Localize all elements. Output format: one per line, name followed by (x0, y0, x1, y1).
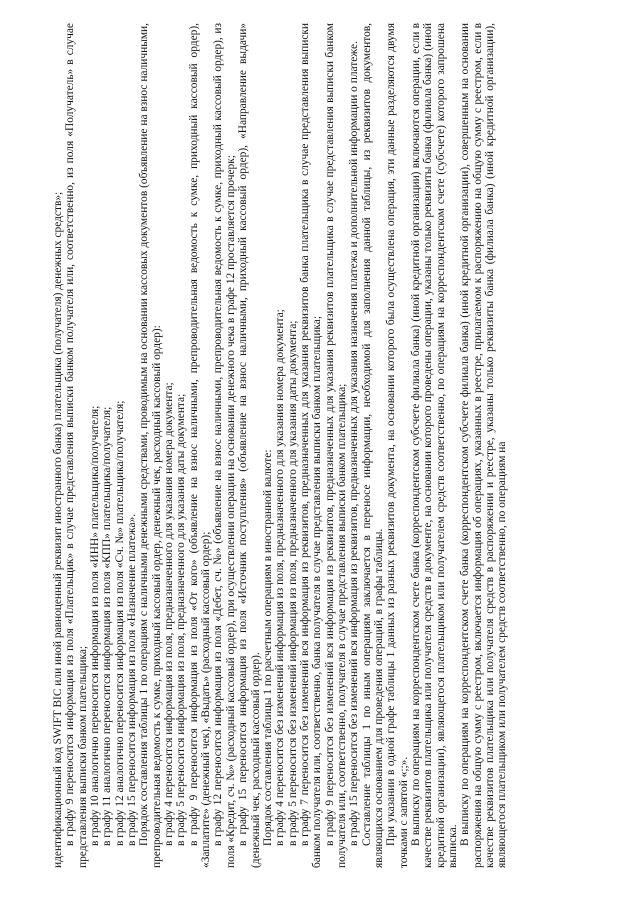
text-paragraph: в графу 15 переносится без изменений вся информация из реквизитов, предназначенных для указания назначения платежа и дополнительной информации о платеже. (348, 41, 361, 846)
text-paragraph: Порядок составления таблицы 1 по расчетным операциям в иностранной валюте: (261, 449, 274, 846)
text-paragraph: Порядок составления таблицы 1 по операциям с наличными денежными средствами, проводимым на основании кассовых документов (объявление на взнос наличными, препроводительная ведомость к сумке, приходный кассовый ордер, денежный чек, расходный кассовый ордер): (138, 23, 163, 868)
text-paragraph: Составление таблицы 1 по иным операциям заключается в переносе информации, необходимой для заполнения данной таблицы, из реквизитов документов, являющихся основанием для проведения операций, в графы таблицы. (360, 23, 385, 868)
text-paragraph: в графу 5 переносится без изменений информация из поля, предназначенного для указания даты документа; (286, 320, 299, 846)
text-paragraph: в графу 12 переносится информация из поля «Дебет, сч. №» (объявление на взнос наличными, препроводительная ведомость к сумке, приходный кассовый ордер), из поля «Кредит, сч. №» (расходный кассовый ордер), при осуществлении операции на основании денежного чека в графе 12 проставляется прочерк; (212, 23, 237, 868)
text-paragraph: в графу 4 переносится информация из поля, предназначенного для указания номера документа; (163, 382, 176, 846)
text-paragraph: в графу 11 аналогично переносится информация из поля «КПП» плательщика/получателя; (101, 406, 114, 846)
text-paragraph: В выписку по операциям на корреспондентском счете банка (корреспондентском субсчете филиала банка) (иной кредитной организации), совершенным на основании распоряжения на общую сумму с реестром, включается информация об операциях, указанных в реестре, прилагаемом к распоряжению на общую сумму с реестром, если в качестве реквизитов плательщика или получателя средств в распоряжении и реестре, указаны только реквизиты банка (филиала банка) (иной кредитной организации), являющегося плательщиком или получателем средств соответственно, по операциям на (459, 23, 509, 868)
text-paragraph: При указании в одной графе таблицы 1 данных из разных реквизитов документа, на основании которого была осуществлена операция, эти данные разделяются двумя точками с запятой «;;». (385, 23, 410, 868)
text-paragraph: в графу 15 переносится информация из поля «Источник поступления» (объявление на взнос наличными, приходный кассовый ордер), «Направление выдачи» (денежный чек, расходный кассовый ордер). (237, 23, 262, 868)
text-paragraph: в графу 9 переносится информация из поля «От кого» (объявление на взнос наличными, препроводительная ведомость к сумке, приходный кассовый ордер), «Заплатите» (денежный чек), «Выдать» (расходный кассовый ордер); (187, 23, 213, 868)
text-paragraph: В выписку по операциям на корреспондентском счете банка (корреспондентском субсчете филиала банка) (иной кредитной организации) включаются операции, если в качестве реквизитов плательщика или получателя средств в документе, на основании которого проведены операции, указаны только реквизиты банка (филиала банка) (иной кредитной организации), являющегося плательщиком или получателем средств соответственно, по операциям на корреспондентском счете (субсчете) которого запрошена выписка. (409, 23, 459, 868)
text-paragraph: в графу 4 переносится без изменений информация из поля, предназначенного для указания номера документа; (274, 309, 287, 846)
text-paragraph: в графу 7 переносится без изменений вся информация из реквизитов, предназначенных для указания реквизитов банка плательщика в случае представления выписки банком получателя или, соответственно, банка получателя в случае представления выписки банком плательщика; (298, 23, 324, 868)
text-paragraph: в графу 10 аналогично переносится информация из поля «ИНН» плательщика/получателя; (89, 405, 102, 846)
text-paragraph: в графу 9 переносится без изменений вся информация из реквизитов, предназначенных для указания реквизитов плательщика в случае представления выписки банком получателя или, соответственно, получателя в случае представления выписки банком плательщика; (323, 23, 348, 868)
text-paragraph: в графу 15 переносится информация из поля «Назначение платежа». (126, 513, 139, 846)
text-paragraph: в графу 5 переносится информация из поля, предназначенного для указания даты документа; (175, 393, 188, 846)
text-paragraph: в графу 9 переносится информация из поля «Плательщик» в случае представления выписки банком получателя или, соответственно, из поля «Получатель» в случае представления выписки банком плательщика; (64, 23, 89, 868)
text-paragraph: идентификационный код SWIFT BIC или иной равноценный реквизит иностранного банка) плательщика (получателя) денежных средств»; (52, 191, 64, 868)
text-paragraph: в графу 12 аналогично переносится информация из поля «Сч. №» плательщика/получателя; (113, 400, 126, 846)
rotated-document-page (52, 23, 612, 868)
